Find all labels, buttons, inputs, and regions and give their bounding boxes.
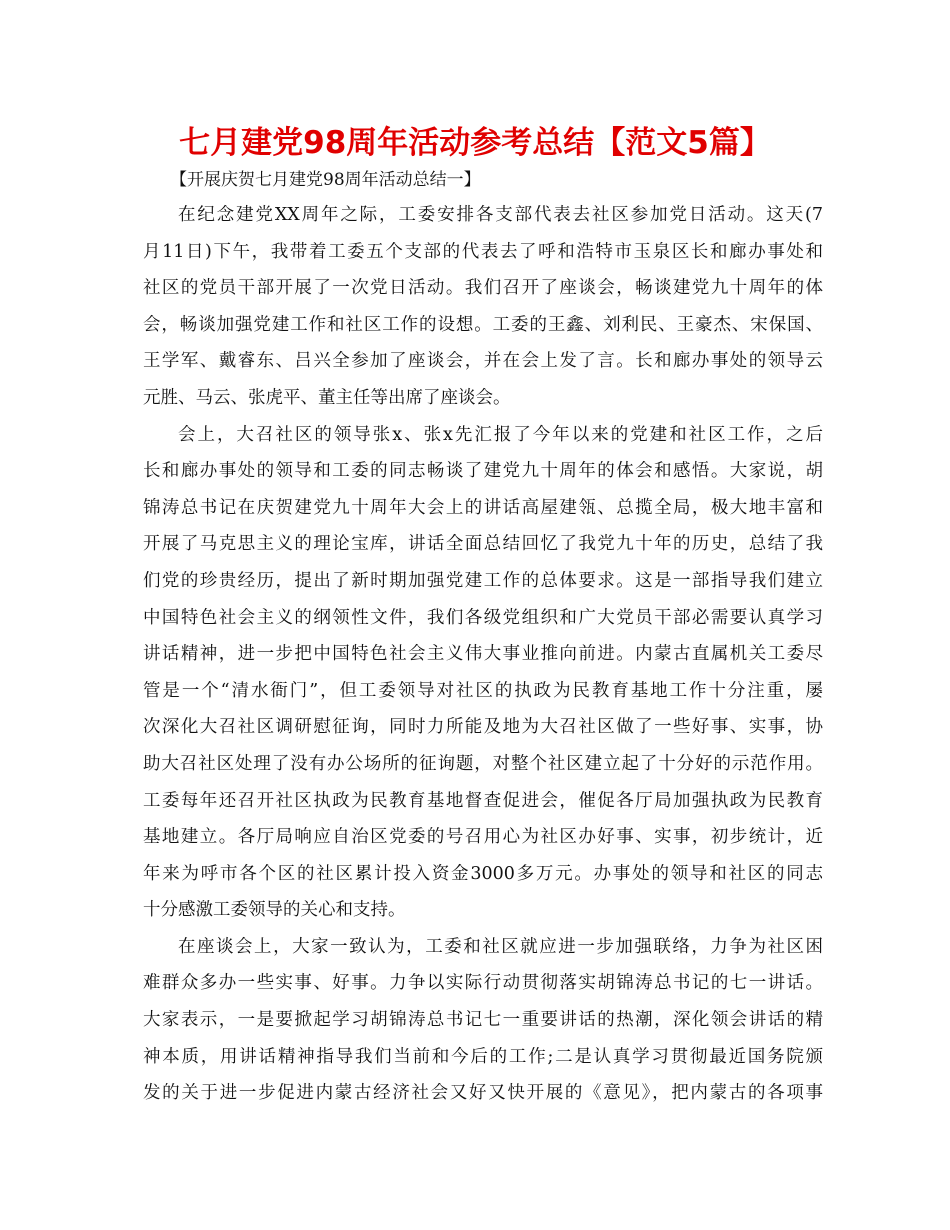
paragraph-line: 中国特色社会主义的纲领性文件，我们各级党组织和广大党员干部必需要认真学习 xyxy=(143,607,823,628)
paragraph-line: 神本质，用讲话精神指导我们当前和今后的工作;二是认真学习贯彻最近国务院颁 xyxy=(143,1046,823,1067)
paragraph xyxy=(143,197,823,417)
paragraph-line: 们党的珍贵经历，提出了新时期加强党建工作的总体要求。这是一部指导我们建立 xyxy=(143,570,823,591)
paragraph-line: 管是一个“清水衙门”，但工委领导对社区的执政为民教育基地工作十分注重，屡 xyxy=(143,680,823,701)
paragraph-line: 长和廊办事处的领导和工委的同志畅谈了建党九十周年的体会和感悟。大家说，胡 xyxy=(143,461,823,482)
paragraph-line: 在纪念建党XX周年之际，工委安排各支部代表去社区参加党日活动。这天(7 xyxy=(178,205,823,225)
paragraph xyxy=(143,929,823,1112)
paragraph-line: 大家表示，一是要掀起学习胡锦涛总书记七一重要讲话的热潮，深化领会讲话的精 xyxy=(143,1010,823,1031)
paragraph-line: 锦涛总书记在庆贺建党九十周年大会上的讲话高屋建瓴、总揽全局，极大地丰富和 xyxy=(143,497,823,518)
paragraph-line: 王学军、戴睿东、吕兴全参加了座谈会，并在会上发了言。长和廊办事处的领导云 xyxy=(143,351,823,372)
paragraph-line: 助大召社区处理了没有办公场所的征询题，对整个社区建立起了十分好的示范作用。 xyxy=(143,753,823,774)
document-title: 七月建党98周年活动参考总结【范文5篇】 xyxy=(179,125,771,161)
paragraph-line: 难群众多办一些实事、好事。力争以实际行动贯彻落实胡锦涛总书记的七一讲话。 xyxy=(143,973,823,994)
paragraph-line: 会上，大召社区的领导张x、张x先汇报了今年以来的党建和社区工作，之后 xyxy=(178,424,823,445)
paragraph-line: 基地建立。各厅局响应自治区党委的号召用心为社区办好事、实事，初步统计，近 xyxy=(143,827,823,848)
paragraph-line: 开展了马克思主义的理论宝库，讲话全面总结回忆了我党九十年的历史，总结了我 xyxy=(143,534,823,555)
document-subtitle: 【开展庆贺七月建党98周年活动总结一】 xyxy=(170,170,481,190)
paragraph-line: 会，畅谈加强党建工作和社区工作的设想。工委的王鑫、刘利民、王豪杰、宋保国、 xyxy=(143,314,823,335)
paragraph-line: 年来为呼市各个区的社区累计投入资金3000多万元。办事处的领导和社区的同志 xyxy=(143,863,823,884)
paragraph xyxy=(143,417,823,929)
paragraph-line: 元胜、马云、张虎平、董主任等出席了座谈会。 xyxy=(143,387,511,408)
paragraph-line: 社区的党员干部开展了一次党日活动。我们召开了座谈会，畅谈建党九十周年的体 xyxy=(143,278,823,299)
paragraph-line: 月11日)下午，我带着工委五个支部的代表去了呼和浩特市玉泉区长和廊办事处和 xyxy=(143,241,823,262)
paragraph-line: 发的关于进一步促进内蒙古经济社会又好又快开展的《意见》，把内蒙古的各项事 xyxy=(143,1083,823,1104)
paragraph-line: 十分感激工委领导的关心和支持。 xyxy=(143,900,406,921)
document-body xyxy=(143,197,823,1112)
paragraph-line: 次深化大召社区调研慰征询，同时力所能及地为大召社区做了一些好事、实事，协 xyxy=(143,717,823,738)
paragraph-line: 工委每年还召开社区执政为民教育基地督查促进会，催促各厅局加强执政为民教育 xyxy=(143,790,823,811)
paragraph-line: 讲话精神，进一步把中国特色社会主义伟大事业推向前进。内蒙古直属机关工委尽 xyxy=(143,644,823,665)
paragraph-line: 在座谈会上，大家一致认为，工委和社区就应进一步加强联络，力争为社区困 xyxy=(178,936,823,957)
